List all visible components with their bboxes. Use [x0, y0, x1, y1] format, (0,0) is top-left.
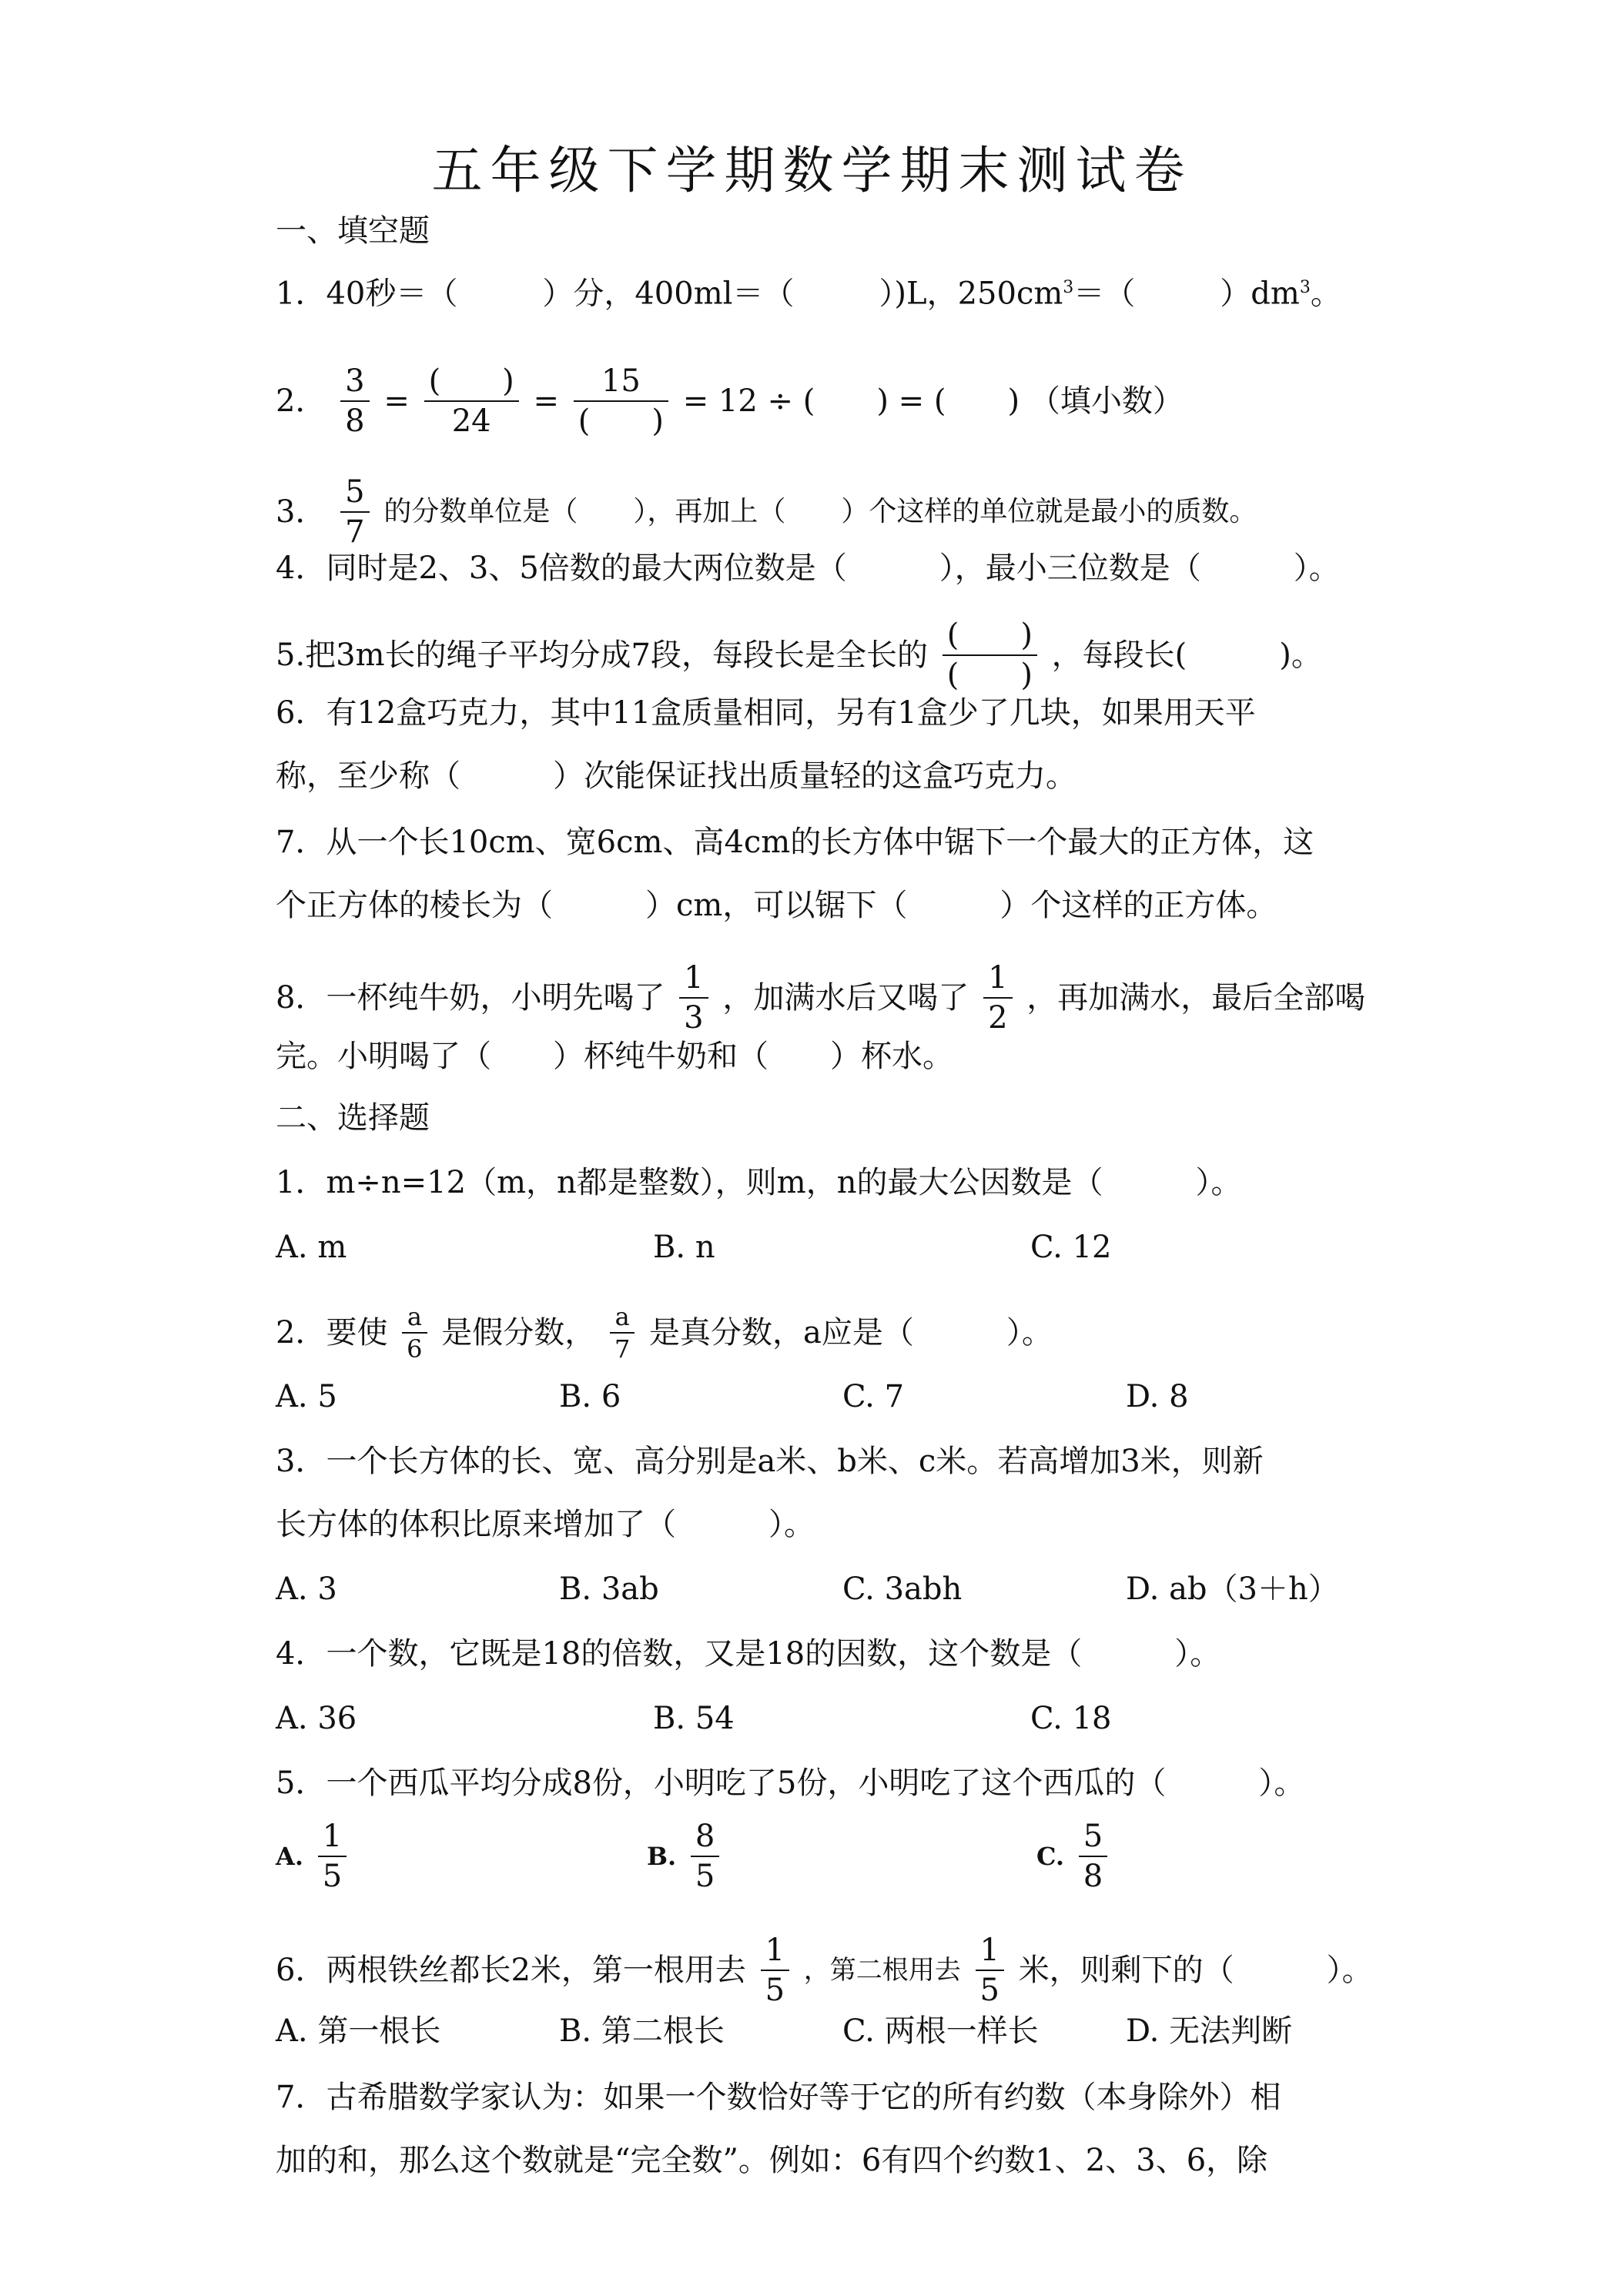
choice-1-option-b: B. n: [653, 1230, 715, 1265]
c2-part-a: 2．要使: [276, 1315, 388, 1350]
choice-4-option-b: B. 54: [653, 1701, 735, 1736]
q1-sup-1: 3: [1063, 278, 1074, 297]
q2-f3-den: ( ): [578, 403, 664, 439]
q2-f2-den: 24: [451, 403, 491, 439]
q2-f2-num: ( ): [424, 362, 519, 402]
choice-2-option-b: B. 6: [559, 1379, 621, 1414]
c5-c-label: C.: [1036, 1842, 1065, 1871]
choice-1-option-c: C. 12: [1030, 1230, 1112, 1265]
q1-part-c: ）)L，250cm: [879, 276, 1063, 312]
choice-4-option-a: A. 36: [276, 1701, 357, 1736]
choice-5-option-c: [1036, 1817, 1112, 1896]
q2-eq-2: =: [533, 383, 560, 419]
choice-question-7-line-1: 7．古希腊数学家认为：如果一个数恰好等于它的所有约数（本身除外）相: [276, 2080, 1281, 2115]
q8-f1-num: 1: [679, 959, 708, 999]
q3-number: 3．: [276, 494, 326, 530]
choice-3-option-d: D. ab（3＋h）: [1126, 1571, 1339, 1607]
c6-part-a: 6．两根铁丝都长2米，第一根用去: [276, 1953, 746, 1988]
c6-f1-den: 5: [765, 1973, 785, 2008]
q2-fraction-2: [424, 362, 519, 440]
choice-question-1: 1．m÷n=12（m，n都是整数），则m，n的最大公因数是（ ）。: [276, 1165, 1242, 1200]
c6-fraction-1: [761, 1931, 789, 2010]
c6-f2-num: 1: [976, 1931, 1004, 1971]
c2-f1-den: 6: [407, 1334, 423, 1364]
c5-c-fraction: [1079, 1817, 1107, 1896]
q8-part-b: ，加满水后又喝了: [722, 980, 969, 1016]
c5-b-fraction: [691, 1817, 719, 1896]
c2-f2-den: 7: [614, 1334, 631, 1364]
c2-fraction-1: [402, 1301, 427, 1364]
q2-f1-den: 8: [345, 403, 365, 439]
q8-f2-num: 1: [983, 959, 1012, 999]
q2-f1-num: 3: [340, 362, 369, 402]
q3-text: 的分数单位是（ ），再加上（ ）个这样的单位就是最小的质数。: [383, 496, 1257, 527]
choice-3-option-a: A. 3: [276, 1571, 337, 1607]
q8-f1-den: 3: [684, 1000, 704, 1036]
c2-f2-num: a: [610, 1301, 635, 1334]
q3-num: 5: [340, 473, 369, 513]
q2-f3-num: 15: [574, 362, 668, 402]
choice-5-option-b: [647, 1817, 724, 1896]
q1-part-d: ＝（: [1073, 276, 1136, 312]
choice-question-7-line-2: 加的和，那么这个数就是“完全数”。例如：6有四个约数1、2、3、6，除: [276, 2143, 1268, 2178]
q2-fraction-1: [340, 362, 369, 440]
q8-fraction-2: [983, 959, 1012, 1037]
c5-a-den: 5: [322, 1859, 343, 1894]
section-heading-choice: 二、选择题: [276, 1100, 430, 1136]
fill-question-1: [276, 266, 1341, 310]
q2-eq-1: =: [383, 383, 410, 419]
q1-part-a: 1．40秒＝（: [276, 276, 458, 312]
choice-question-4: 4．一个数，它既是18的倍数，又是18的因数，这个数是（ ）。: [276, 1636, 1221, 1672]
c5-a-num: 1: [318, 1817, 347, 1857]
choice-2-option-c: C. 7: [842, 1379, 905, 1414]
choice-question-5: 5．一个西瓜平均分成8份，小明吃了5份，小明吃了这个西瓜的（ ）。: [276, 1766, 1305, 1801]
fill-question-4: 4．同时是2、3、5倍数的最大两位数是（ ），最小三位数是（ ）。: [276, 551, 1340, 586]
choice-6-option-a: A. 第一根长: [276, 2013, 441, 2049]
q1-part-b: ）分，400ml＝（: [542, 276, 795, 312]
fill-question-2: [276, 362, 1184, 439]
choice-2-option-a: A. 5: [276, 1379, 337, 1414]
choice-3-option-b: B. 3ab: [559, 1571, 659, 1607]
q3-den: 7: [345, 514, 365, 550]
q8-part-a: 8．一杯纯牛奶，小明先喝了: [276, 980, 665, 1016]
fill-question-3: [276, 473, 1257, 550]
fill-question-6-line-2: 称，至少称（ ）次能保证找出质量轻的这盒巧克力。: [276, 758, 1077, 794]
c6-part-c: 米，则剩下的（ ）。: [1018, 1953, 1373, 1988]
q5-part-a: 5.把3m长的绳子平均分成7段，每段长是全长的: [276, 638, 928, 673]
choice-1-option-a: A. m: [276, 1230, 347, 1265]
q1-part-e: ）dm: [1220, 276, 1300, 312]
choice-4-option-c: C. 18: [1030, 1701, 1112, 1736]
section-heading-fill: 一、填空题: [276, 213, 430, 249]
q5-fraction: [943, 616, 1037, 694]
choice-2-option-d: D. 8: [1126, 1379, 1189, 1414]
page-title: 五年级下学期数学期末测试卷: [431, 141, 1193, 200]
choice-6-option-b: B. 第二根长: [559, 2013, 725, 2049]
q5-den: ( ): [946, 658, 1033, 693]
choice-5-option-a: [276, 1817, 351, 1896]
fill-question-8-line-2: 完。小明喝了（ ）杯纯牛奶和（ ）杯水。: [276, 1039, 953, 1074]
q2-tail: = 12 ÷ ( ) = ( ) （填小数）: [682, 383, 1184, 419]
c5-a-fraction: [318, 1817, 347, 1896]
choice-question-3-line-1: 3．一个长方体的长、宽、高分别是a米、b米、c米。若高增加3米，则新: [276, 1444, 1264, 1479]
c5-b-den: 5: [695, 1859, 715, 1894]
q8-fraction-1: [679, 959, 708, 1037]
choice-3-option-c: C. 3abh: [842, 1571, 963, 1607]
q2-fraction-3: [574, 362, 668, 440]
choice-question-3-line-2: 长方体的体积比原来增加了（ ）。: [276, 1507, 815, 1542]
q1-sup-2: 3: [1299, 278, 1311, 297]
q2-number: 2．: [276, 383, 326, 419]
q3-fraction: [340, 473, 369, 551]
c6-part-b: ，第二根用去: [803, 1955, 961, 1986]
q5-part-b: ，每段长( )。: [1051, 638, 1322, 673]
fill-question-8: [276, 959, 1366, 1036]
q8-part-c: ，再加满水，最后全部喝: [1026, 980, 1366, 1016]
c2-fraction-2: [610, 1301, 635, 1364]
c5-c-num: 5: [1079, 1817, 1107, 1857]
q8-f2-den: 2: [988, 1000, 1008, 1036]
c5-a-label: A.: [276, 1842, 303, 1871]
c6-f1-num: 1: [761, 1931, 789, 1971]
c2-f1-num: a: [402, 1301, 427, 1334]
fill-question-7-line-2: 个正方体的棱长为（ ）cm，可以锯下（ ）个这样的正方体。: [276, 888, 1277, 923]
fill-question-6-line-1: 6．有12盒巧克力，其中11盒质量相同，另有1盒少了几块，如果用天平: [276, 695, 1256, 731]
c6-fraction-2: [976, 1931, 1004, 2010]
q5-num: ( ): [943, 616, 1037, 656]
choice-question-2: [276, 1301, 1053, 1364]
c5-b-label: B.: [647, 1842, 677, 1871]
choice-6-option-d: D. 无法判断: [1126, 2013, 1293, 2049]
choice-6-option-c: C. 两根一样长: [842, 2013, 1039, 2049]
fill-question-7-line-1: 7．从一个长10cm、宽6cm、高4cm的长方体中锯下一个最大的正方体，这: [276, 825, 1314, 860]
c6-f2-den: 5: [979, 1973, 1000, 2008]
choice-question-6: [276, 1931, 1373, 2008]
c5-b-num: 8: [691, 1817, 719, 1857]
q1-part-f: 。: [1310, 276, 1341, 312]
c2-part-c: 是真分数，a应是（ ）。: [649, 1315, 1053, 1350]
fill-question-5: [276, 616, 1322, 693]
c2-part-b: 是假分数，: [441, 1315, 596, 1350]
c5-c-den: 8: [1083, 1859, 1103, 1894]
